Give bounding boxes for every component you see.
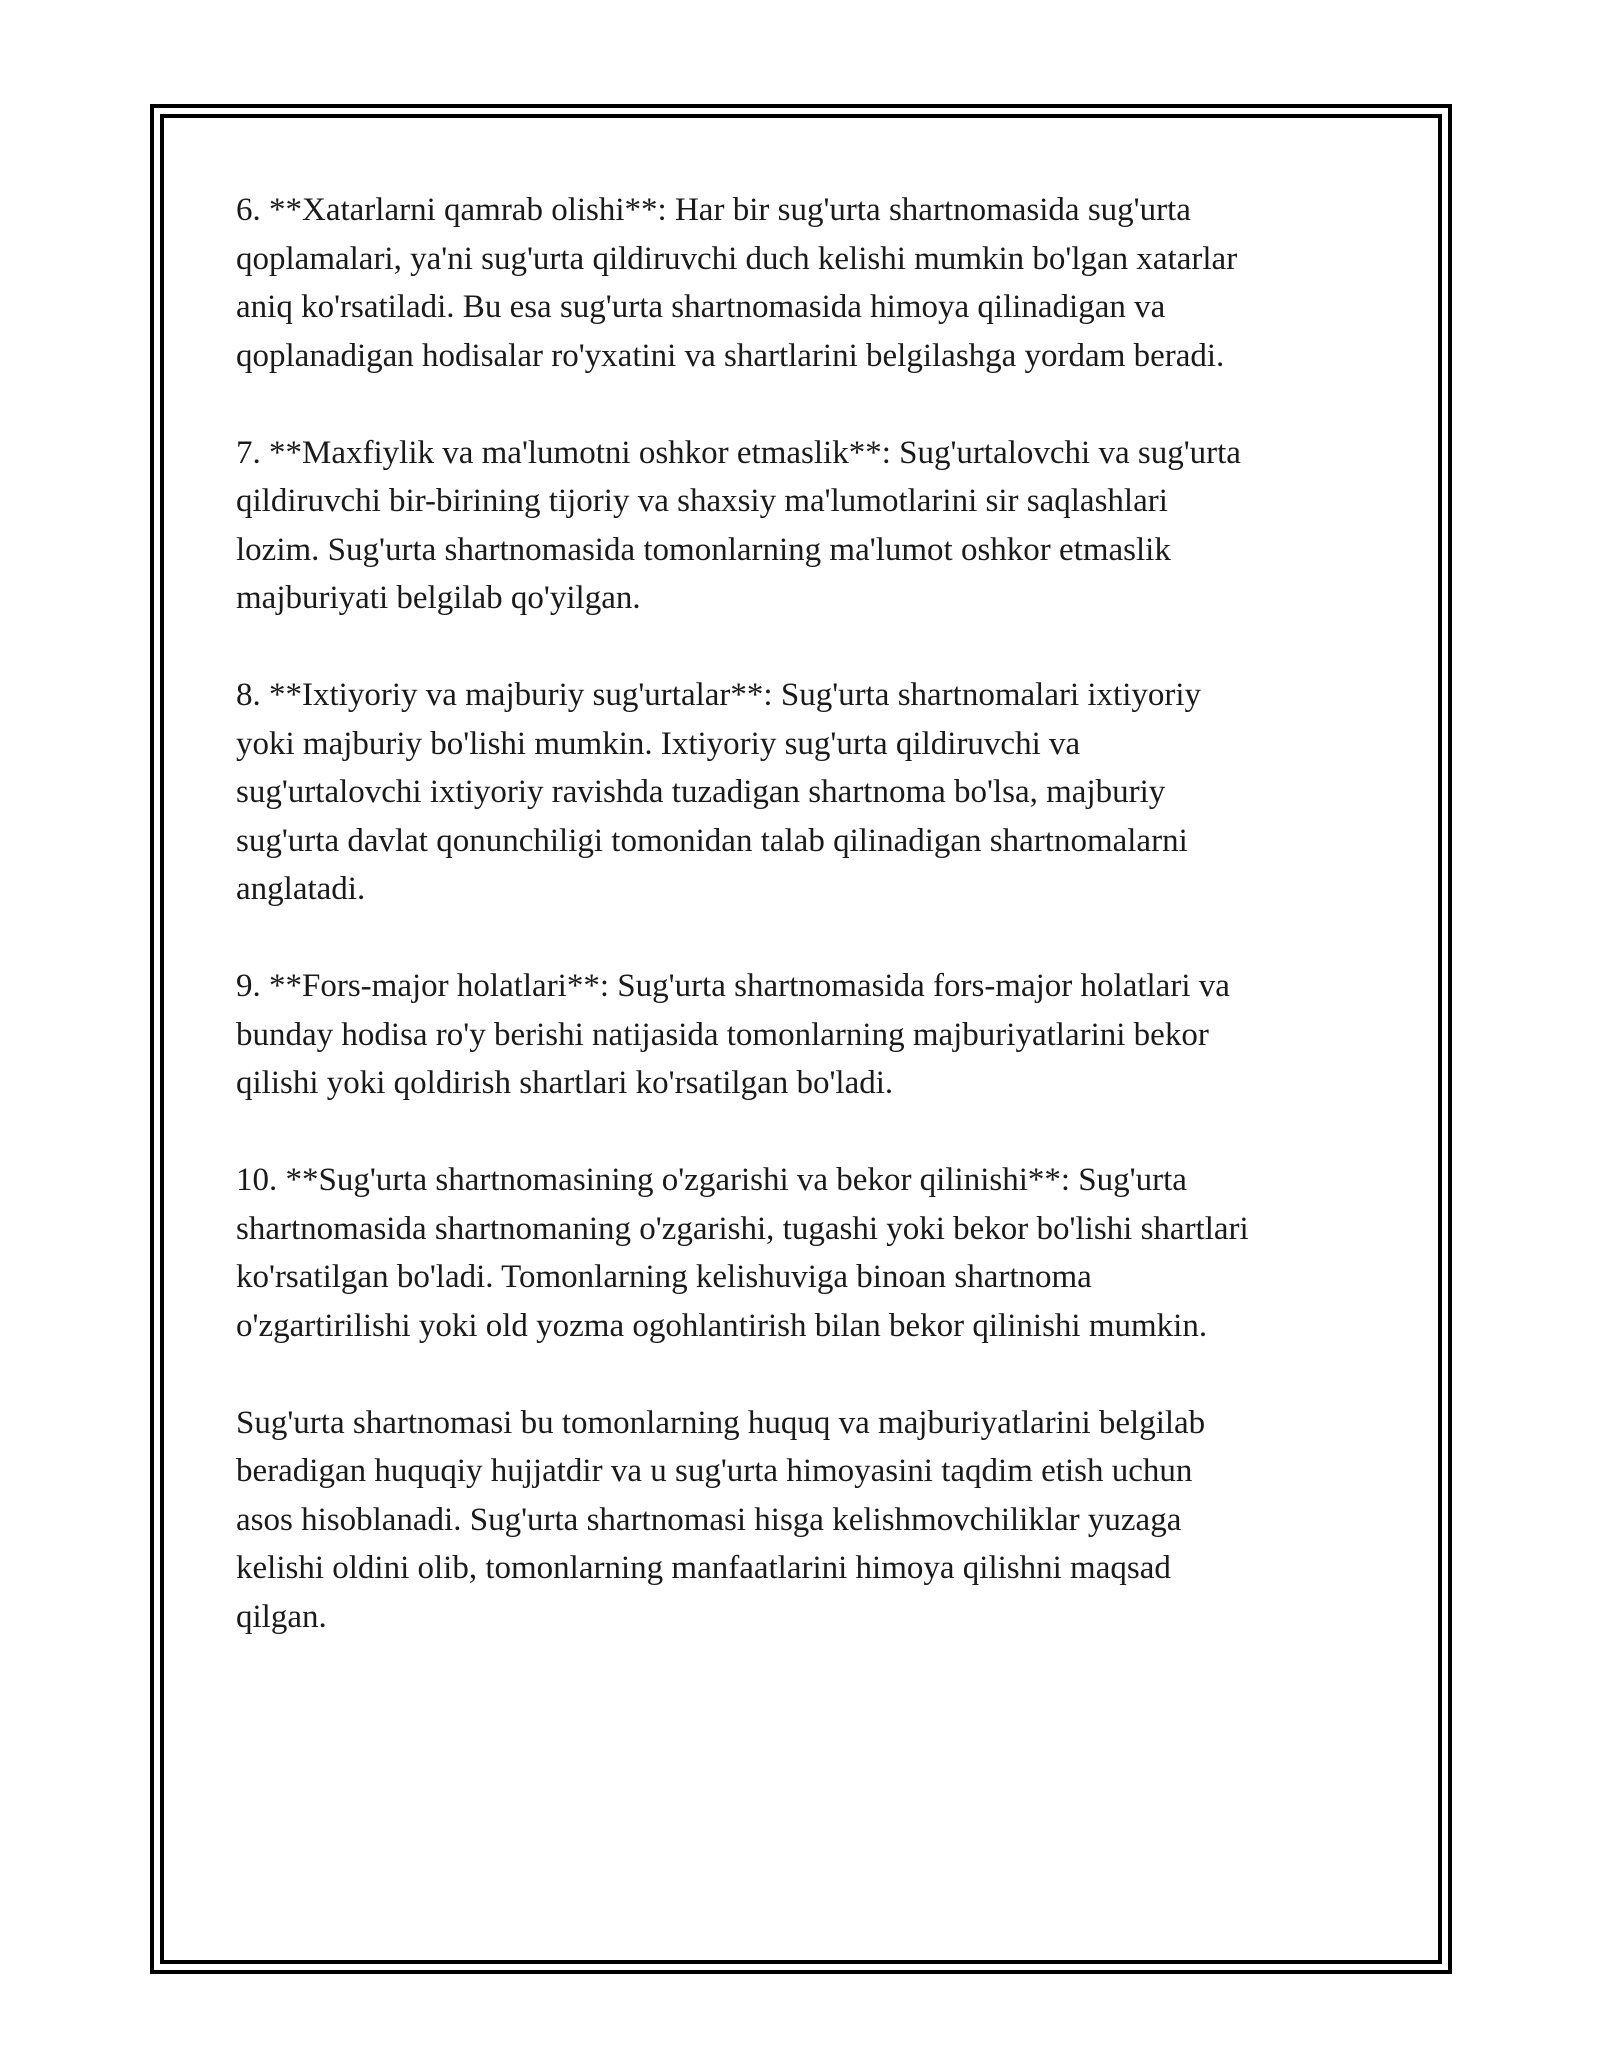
paragraph-6-risk-coverage: 6. **Xatarlarni qamrab olishi**: Har bir sug'urta shartnomasida sug'urta qoplamalari, ya'ni sug'urta qildiruvchi duch kelishi mumkin bo'lgan xatarlar aniq ko'rsatiladi. Bu esa sug'urta shartnomasida himoya qilinadigan va qoplanadigan hodisalar ro'yxatini va shartlarini belgilashga yordam beradi. (236, 192, 1238, 374)
document-body (236, 186, 1366, 1690)
paragraph-9-force-majeure: 9. **Fors-major holatlari**: Sug'urta shartnomasida fors-major holatlari va bunday hodisa ro'y berishi natijasida tomonlarning majburiyatlarini bekor qilishi yoki qoldirish shartlari ko'rsatilgan bo'ladi. (236, 968, 1230, 1101)
paragraph-conclusion: Sug'urta shartnomasi bu tomonlarning huquq va majburiyatlarini belgilab beradigan huquqiy hujjatdir va u sug'urta himoyasini taqdim etish uchun asos hisoblanadi. Sug'urta shartnomasi hisga kelishmovchiliklar yuzaga kelishi oldini olib, tomonlarning manfaatlarini himoya qilishni maqsad qilgan. (236, 1404, 1206, 1635)
paragraph-7-confidentiality: 7. **Maxfiylik va ma'lumotni oshkor etmaslik**: Sug'urtalovchi va sug'urta qildiruvchi bir-birining tijoriy va shaxsiy ma'lumotlarini sir saqlashlari lozim. Sug'urta shartnomasida tomonlarning ma'lumot oshkor etmaslik majburiyati belgilab qo'yilgan. (236, 434, 1241, 616)
paragraph-10-amendment-termination: 10. **Sug'urta shartnomasining o'zgarishi va bekor qilinishi**: Sug'urta shartnomasida shartnomaning o'zgarishi, tugashi yoki bekor bo'lishi shartlari ko'rsatilgan bo'ladi. Tomonlarning kelishuviga binoan shartnoma o'zgartirilishi yoki old yozma ogohlantirish bilan bekor qilinishi mumkin. (236, 1162, 1249, 1344)
paragraph-8-voluntary-mandatory: 8. **Ixtiyoriy va majburiy sug'urtalar**: Sug'urta shartnomalari ixtiyoriy yoki majburiy bo'lishi mumkin. Ixtiyoriy sug'urta qildiruvchi va sug'urtalovchi ixtiyoriy ravishda tuzadigan shartnoma bo'lsa, majburiy sug'urta davlat qonunchiligi tomonidan talab qilinadigan shartnomalarni anglatadi. (236, 677, 1202, 907)
